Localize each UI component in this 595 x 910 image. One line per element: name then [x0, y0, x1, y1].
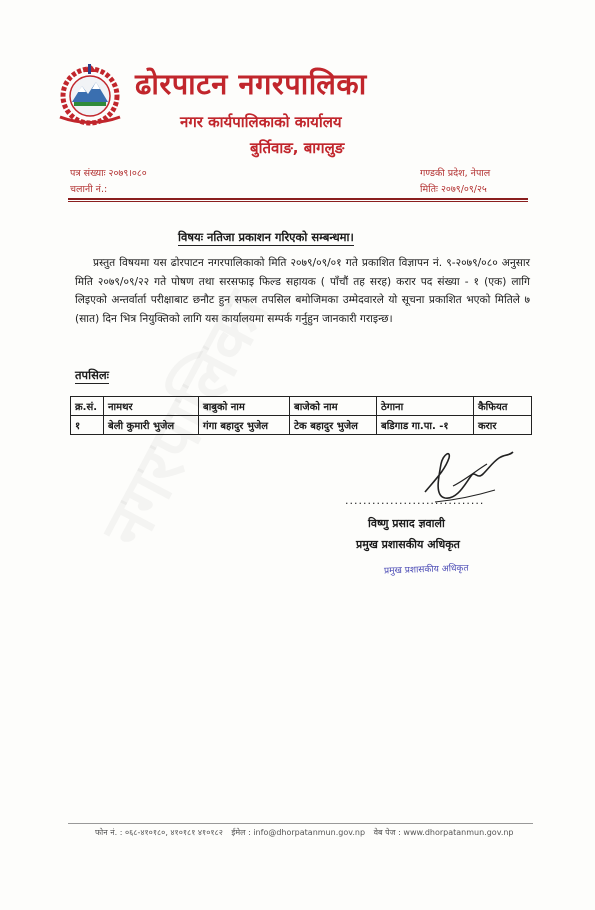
org-subtitle: नगर कार्यपालिकाको कार्यालय — [180, 113, 342, 131]
footer-divider — [68, 823, 533, 824]
letter-subject: विषयः नतिजा प्रकाशन गरिएको सम्बन्धमा। — [178, 230, 354, 244]
official-stamp: प्रमुख प्रशासकीय अधिकृत — [383, 563, 469, 577]
dispatch-number: चलानी नं.: — [70, 184, 108, 195]
letter-body — [75, 254, 530, 328]
cell-father-name: गंगा बहादुर भुजेल — [199, 416, 290, 435]
cell-grandfather-name: टेक बहादुर भुजेल — [290, 416, 377, 435]
col-address: ठेगाना — [377, 397, 474, 416]
letter-body-paragraph: प्रस्तुत विषयमा यस ढोरपाटन नगरपालिकाको मिति २०७९/०९/०१ गते प्रकाशित विज्ञापन नं. ९-२०७९/०८० अनुसार मिति २०७९/०९/२२ गते पोषण तथा सरसफाइ फिल्ड सहायक ( पाँचौं तह सरह) करार पद संख्या - १ (एक) लागि लिइएको अन्तर्वार्ता परीक्षाबाट छनौट हुन सफल तपसिल बमोजिमका उम्मेदवारले यो सूचना प्रकाशित भएको मितिले ७ (सात) दिन भित्र नियुक्तिको लागि यस कार्यालयमा सम्पर्क गर्नुहुन जानकारी गराइन्छ। — [75, 257, 530, 325]
col-name: नामथर — [104, 397, 199, 416]
col-remarks: कैफियत — [474, 397, 532, 416]
col-grandfather-name: बाजेको नाम — [290, 397, 377, 416]
footer-email: ईमेल : info@dhorpatanmun.gov.np — [231, 828, 366, 837]
footer-phone: फोन नं. : ०६८-४१०१८०, ४१०१८१ ४१०१८२ — [95, 828, 223, 837]
col-father-name: बाबुको नाम — [199, 397, 290, 416]
footer-contact — [95, 827, 520, 838]
header-divider-thin — [68, 201, 528, 202]
cell-remarks: करार — [474, 416, 532, 435]
signer-name: विष्णु प्रसाद ज्ञवाली — [368, 517, 445, 530]
reference-number: पत्र संख्याः २०७९।०८० — [70, 168, 147, 179]
org-address: बुर्तिवाङ, बागलुङ — [250, 139, 345, 157]
footer-web: वेब पेज : www.dhorpatanmun.gov.np — [373, 828, 514, 837]
cell-serial: १ — [71, 416, 104, 435]
signer-title: प्रमुख प्रशासकीय अधिकृत — [356, 538, 460, 551]
org-name: ढोरपाटन नगरपालिका — [135, 67, 367, 101]
letter-date: मितिः २०७९/०९/२५ — [420, 184, 487, 195]
table-row — [71, 416, 532, 435]
cell-address: बडिगाड गा.पा. -१ — [377, 416, 474, 435]
province-label: गण्डकी प्रदेश, नेपाल — [420, 168, 491, 179]
col-serial: क्र.सं. — [71, 397, 104, 416]
signature-line: ............................... — [345, 494, 485, 507]
results-table — [70, 396, 532, 435]
municipality-logo-icon — [50, 62, 130, 126]
cell-name: बेली कुमारी भुजेल — [104, 416, 199, 435]
table-header-row — [71, 397, 532, 416]
header-divider — [68, 198, 528, 200]
details-heading: तपसिलः — [75, 368, 109, 382]
